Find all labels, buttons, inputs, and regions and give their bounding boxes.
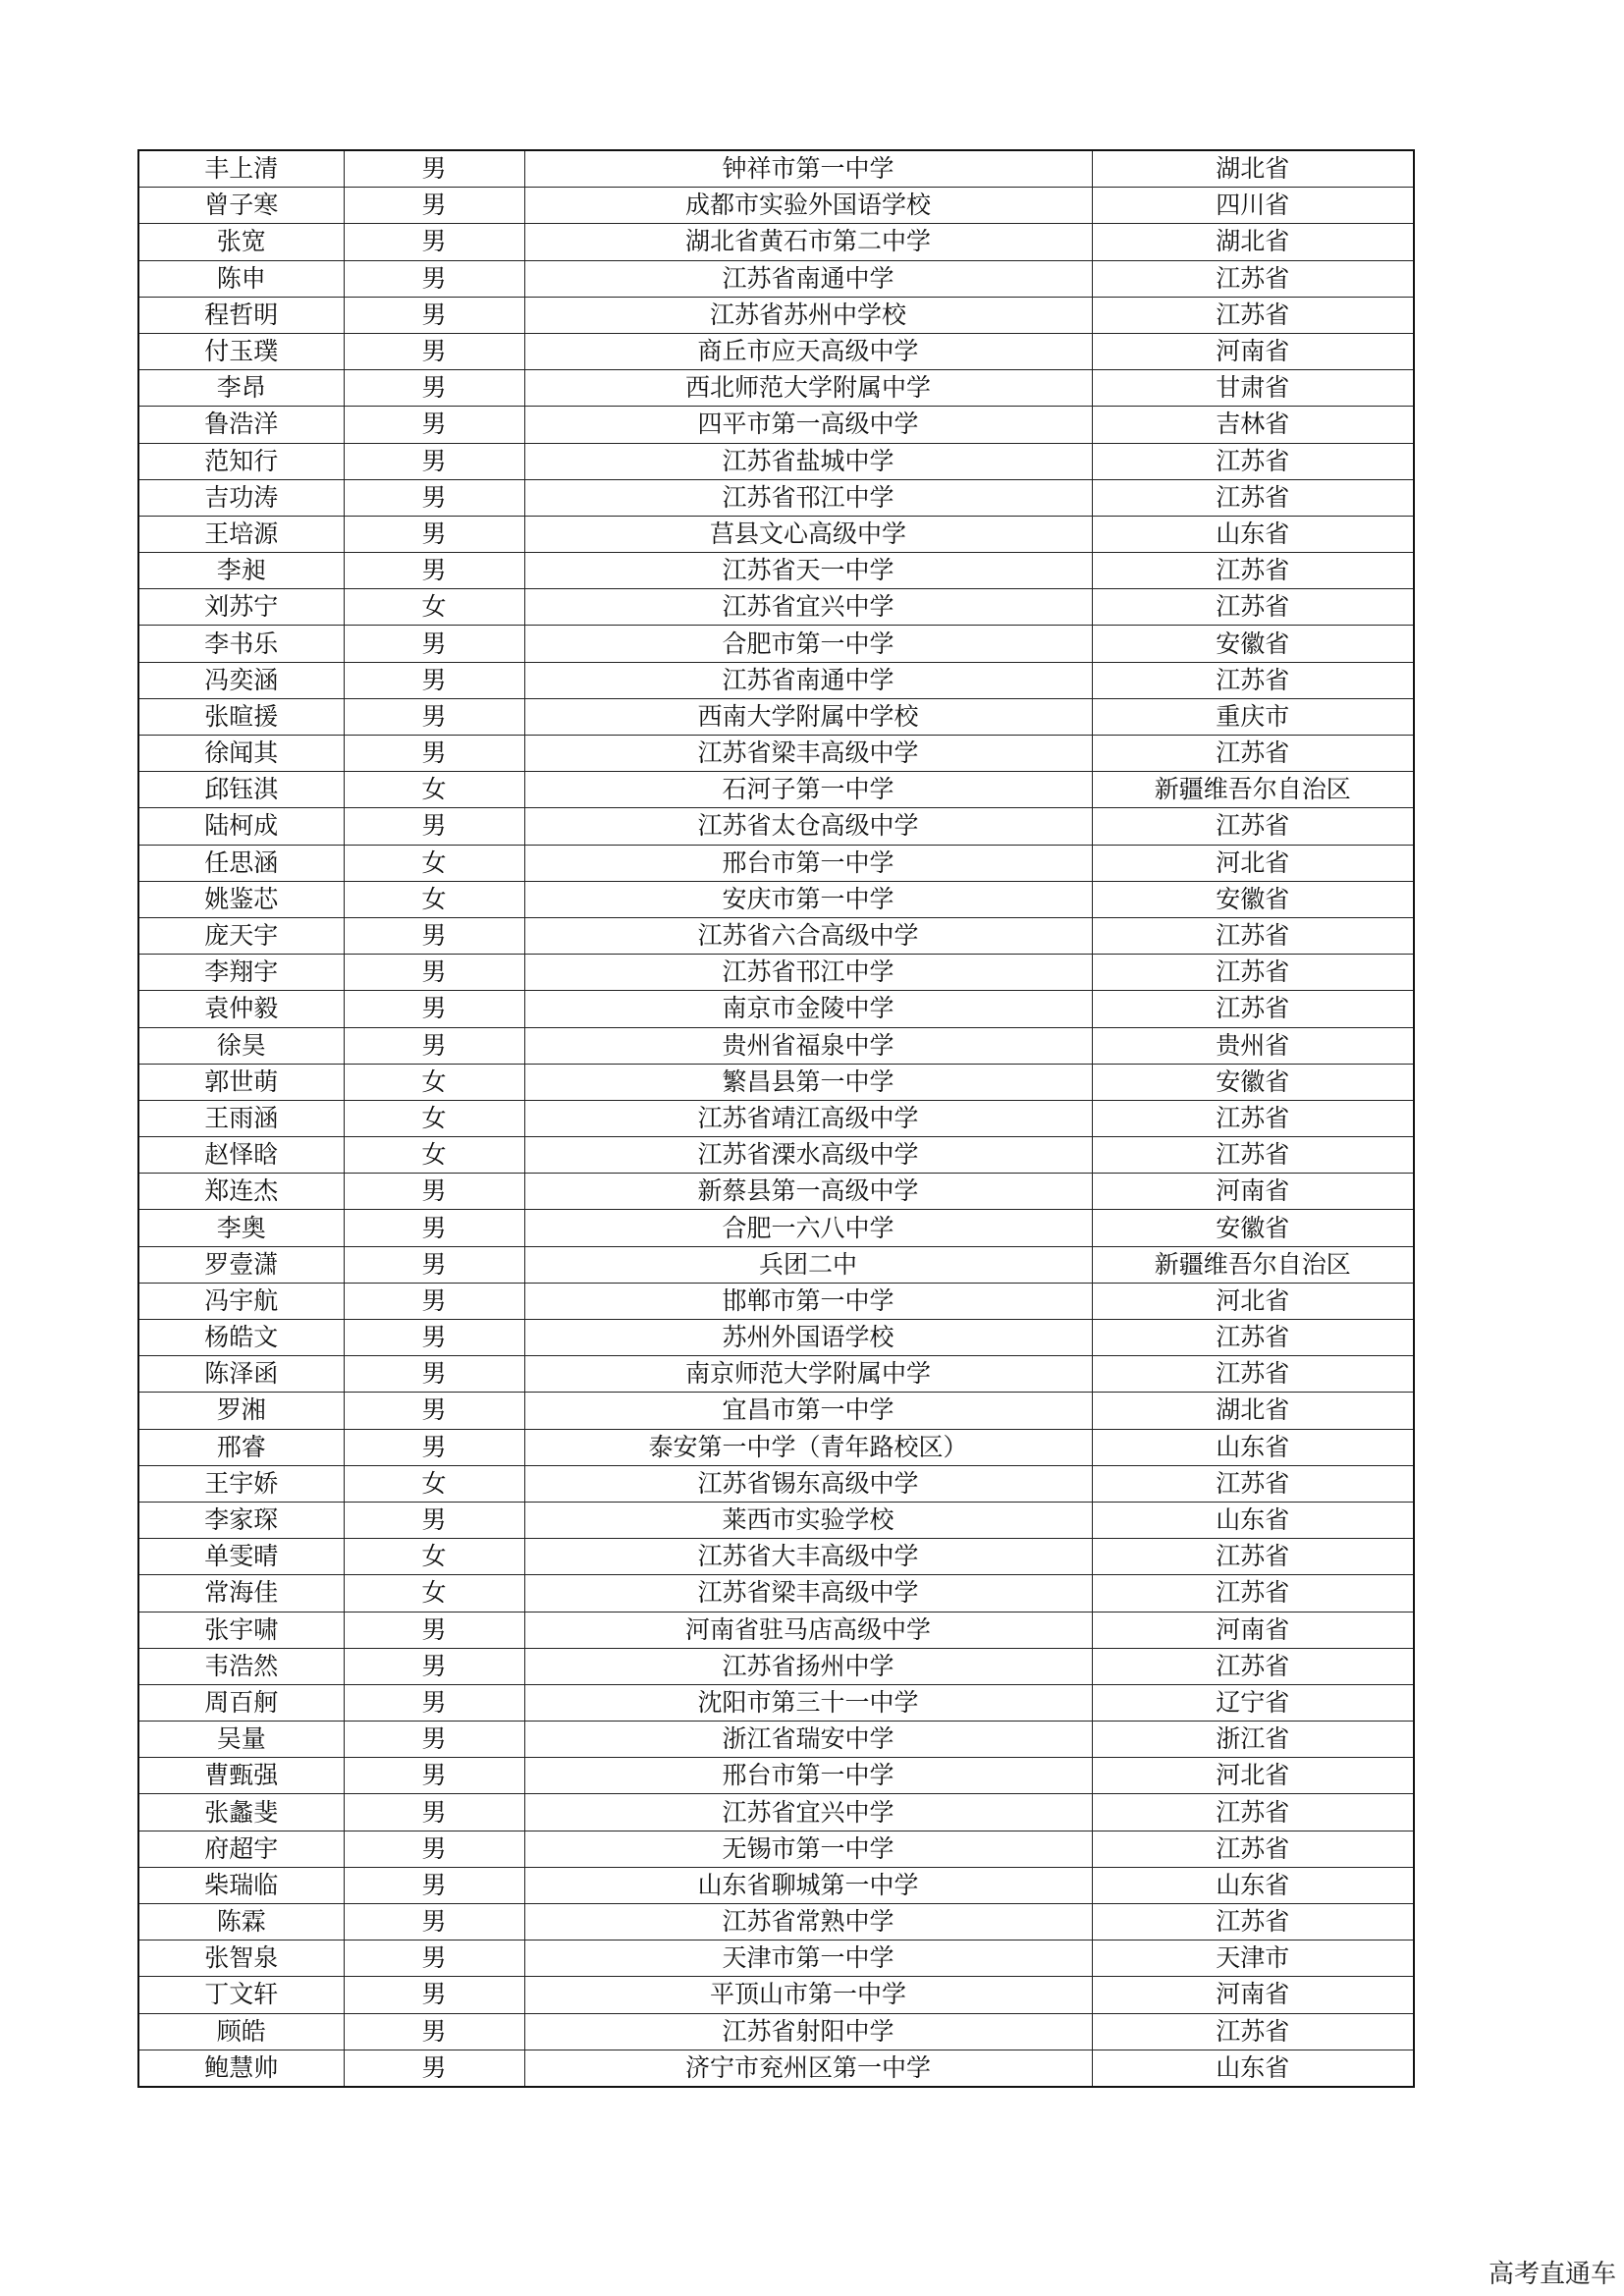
table-row: [138, 698, 1414, 735]
province-cell: 湖北省: [1092, 224, 1414, 260]
school-cell: 新蔡县第一高级中学: [524, 1174, 1092, 1210]
gender-cell: 男: [344, 1502, 524, 1538]
student-name-cell: 王雨涵: [138, 1100, 344, 1136]
table-row: [138, 1027, 1414, 1064]
province-cell: 江苏省: [1092, 297, 1414, 333]
province-cell: 安徽省: [1092, 626, 1414, 662]
table-row: [138, 150, 1414, 188]
school-cell: 安庆市第一中学: [524, 881, 1092, 917]
student-name-cell: 罗壹潇: [138, 1246, 344, 1283]
gender-cell: 男: [344, 479, 524, 516]
school-cell: 邢台市第一中学: [524, 845, 1092, 881]
gender-cell: 男: [344, 991, 524, 1027]
gender-cell: 女: [344, 845, 524, 881]
student-name-cell: 冯宇航: [138, 1283, 344, 1319]
province-cell: 江苏省: [1092, 1575, 1414, 1612]
province-cell: 山东省: [1092, 1502, 1414, 1538]
school-cell: 贵州省福泉中学: [524, 1027, 1092, 1064]
table-row: [138, 1174, 1414, 1210]
student-name-cell: 罗湘: [138, 1393, 344, 1429]
province-cell: 甘肃省: [1092, 370, 1414, 407]
province-cell: 江苏省: [1092, 479, 1414, 516]
school-cell: 南京师范大学附属中学: [524, 1356, 1092, 1393]
province-cell: 江苏省: [1092, 808, 1414, 845]
school-cell: 江苏省射阳中学: [524, 2013, 1092, 2050]
table-row: [138, 662, 1414, 698]
school-cell: 江苏省锡东高级中学: [524, 1465, 1092, 1502]
school-cell: 天津市第一中学: [524, 1941, 1092, 1977]
school-cell: 钟祥市第一中学: [524, 150, 1092, 188]
school-cell: 邢台市第一中学: [524, 1758, 1092, 1794]
table-row: [138, 516, 1414, 552]
gender-cell: 女: [344, 1137, 524, 1174]
gender-cell: 男: [344, 1027, 524, 1064]
gender-cell: 女: [344, 1539, 524, 1575]
gender-cell: 男: [344, 808, 524, 845]
gender-cell: 男: [344, 1612, 524, 1648]
gender-cell: 男: [344, 1283, 524, 1319]
province-cell: 江苏省: [1092, 736, 1414, 772]
table-row: [138, 736, 1414, 772]
school-cell: 江苏省邗江中学: [524, 955, 1092, 991]
table-row: [138, 2050, 1414, 2087]
student-name-cell: 丰上清: [138, 150, 344, 188]
province-cell: 天津市: [1092, 1941, 1414, 1977]
school-cell: 江苏省南通中学: [524, 662, 1092, 698]
school-cell: 江苏省梁丰高级中学: [524, 1575, 1092, 1612]
student-name-cell: 陈申: [138, 260, 344, 297]
gender-cell: 女: [344, 589, 524, 626]
student-name-cell: 鲍慧帅: [138, 2050, 344, 2087]
gender-cell: 男: [344, 2013, 524, 2050]
table-row: [138, 1465, 1414, 1502]
gender-cell: 男: [344, 1246, 524, 1283]
province-cell: 江苏省: [1092, 955, 1414, 991]
student-name-cell: 吉功涛: [138, 479, 344, 516]
student-name-cell: 府超宇: [138, 1831, 344, 1867]
gender-cell: 男: [344, 150, 524, 188]
student-name-cell: 李家琛: [138, 1502, 344, 1538]
table-row: [138, 1246, 1414, 1283]
province-cell: 河南省: [1092, 1612, 1414, 1648]
table-row: [138, 224, 1414, 260]
province-cell: 江苏省: [1092, 1465, 1414, 1502]
province-cell: 山东省: [1092, 1867, 1414, 1903]
student-name-cell: 付玉璞: [138, 333, 344, 369]
student-name-cell: 徐昊: [138, 1027, 344, 1064]
province-cell: 江苏省: [1092, 1539, 1414, 1575]
school-cell: 南京市金陵中学: [524, 991, 1092, 1027]
province-cell: 新疆维吾尔自治区: [1092, 1246, 1414, 1283]
student-name-cell: 徐闻其: [138, 736, 344, 772]
province-cell: 湖北省: [1092, 150, 1414, 188]
province-cell: 河南省: [1092, 1977, 1414, 2013]
table-row: [138, 1393, 1414, 1429]
province-cell: 江苏省: [1092, 553, 1414, 589]
gender-cell: 男: [344, 1684, 524, 1721]
student-name-cell: 杨皓文: [138, 1320, 344, 1356]
school-cell: 江苏省盐城中学: [524, 443, 1092, 479]
gender-cell: 男: [344, 260, 524, 297]
student-name-cell: 庞天宇: [138, 917, 344, 954]
province-cell: 山东省: [1092, 516, 1414, 552]
gender-cell: 男: [344, 516, 524, 552]
student-name-cell: 张蠡斐: [138, 1794, 344, 1831]
table-row: [138, 1722, 1414, 1758]
student-name-cell: 郑连杰: [138, 1174, 344, 1210]
gender-cell: 男: [344, 370, 524, 407]
table-row: [138, 1210, 1414, 1246]
province-cell: 山东省: [1092, 2050, 1414, 2087]
table-row: [138, 1831, 1414, 1867]
gender-cell: 男: [344, 1320, 524, 1356]
table-row: [138, 1941, 1414, 1977]
gender-cell: 男: [344, 1977, 524, 2013]
table-row: [138, 1539, 1414, 1575]
gender-cell: 男: [344, 1210, 524, 1246]
school-cell: 江苏省扬州中学: [524, 1648, 1092, 1684]
province-cell: 浙江省: [1092, 1722, 1414, 1758]
student-name-cell: 单雯晴: [138, 1539, 344, 1575]
table-row: [138, 881, 1414, 917]
province-cell: 江苏省: [1092, 2013, 1414, 2050]
school-cell: 江苏省靖江高级中学: [524, 1100, 1092, 1136]
student-name-cell: 李昶: [138, 553, 344, 589]
school-cell: 浙江省瑞安中学: [524, 1722, 1092, 1758]
table-row: [138, 1429, 1414, 1465]
province-cell: 安徽省: [1092, 1064, 1414, 1100]
province-cell: 江苏省: [1092, 917, 1414, 954]
table-row: [138, 1684, 1414, 1721]
province-cell: 重庆市: [1092, 698, 1414, 735]
school-cell: 四平市第一高级中学: [524, 407, 1092, 443]
school-cell: 石河子第一中学: [524, 772, 1092, 808]
table-row: [138, 1867, 1414, 1903]
school-cell: 江苏省常熟中学: [524, 1904, 1092, 1941]
student-name-cell: 张宇啸: [138, 1612, 344, 1648]
student-name-cell: 李奥: [138, 1210, 344, 1246]
table-row: [138, 1064, 1414, 1100]
school-cell: 宜昌市第一中学: [524, 1393, 1092, 1429]
table-row: [138, 297, 1414, 333]
school-cell: 江苏省梁丰高级中学: [524, 736, 1092, 772]
province-cell: 河南省: [1092, 333, 1414, 369]
gender-cell: 男: [344, 1393, 524, 1429]
student-name-cell: 陈霖: [138, 1904, 344, 1941]
table-row: [138, 260, 1414, 297]
table-row: [138, 1794, 1414, 1831]
student-name-cell: 刘苏宁: [138, 589, 344, 626]
table-row: [138, 1100, 1414, 1136]
gender-cell: 男: [344, 188, 524, 224]
school-cell: 邯郸市第一中学: [524, 1283, 1092, 1319]
table-row: [138, 1356, 1414, 1393]
gender-cell: 男: [344, 698, 524, 735]
school-cell: 苏州外国语学校: [524, 1320, 1092, 1356]
student-name-cell: 李书乐: [138, 626, 344, 662]
school-cell: 江苏省邗江中学: [524, 479, 1092, 516]
student-name-cell: 常海佳: [138, 1575, 344, 1612]
school-cell: 合肥市第一中学: [524, 626, 1092, 662]
school-cell: 西南大学附属中学校: [524, 698, 1092, 735]
school-cell: 江苏省宜兴中学: [524, 1794, 1092, 1831]
province-cell: 江苏省: [1092, 1831, 1414, 1867]
table-row: [138, 1283, 1414, 1319]
gender-cell: 男: [344, 1758, 524, 1794]
gender-cell: 女: [344, 1100, 524, 1136]
table-row: [138, 589, 1414, 626]
gender-cell: 男: [344, 662, 524, 698]
student-name-cell: 邢睿: [138, 1429, 344, 1465]
school-cell: 江苏省溧水高级中学: [524, 1137, 1092, 1174]
gender-cell: 男: [344, 224, 524, 260]
table-row: [138, 1977, 1414, 2013]
school-cell: 江苏省大丰高级中学: [524, 1539, 1092, 1575]
student-name-cell: 周百舸: [138, 1684, 344, 1721]
province-cell: 辽宁省: [1092, 1684, 1414, 1721]
table-row: [138, 917, 1414, 954]
student-roster-table: [137, 149, 1415, 2088]
province-cell: 江苏省: [1092, 662, 1414, 698]
table-row: [138, 991, 1414, 1027]
student-name-cell: 张暄援: [138, 698, 344, 735]
student-name-cell: 张宽: [138, 224, 344, 260]
school-cell: 江苏省宜兴中学: [524, 589, 1092, 626]
school-cell: 莒县文心高级中学: [524, 516, 1092, 552]
gender-cell: 男: [344, 626, 524, 662]
gender-cell: 男: [344, 2050, 524, 2087]
school-cell: 江苏省苏州中学校: [524, 297, 1092, 333]
school-cell: 江苏省天一中学: [524, 553, 1092, 589]
gender-cell: 男: [344, 333, 524, 369]
student-name-cell: 吴量: [138, 1722, 344, 1758]
gender-cell: 女: [344, 1465, 524, 1502]
student-name-cell: 郭世萌: [138, 1064, 344, 1100]
roster-body: [138, 150, 1414, 2087]
province-cell: 河北省: [1092, 1758, 1414, 1794]
table-row: [138, 1904, 1414, 1941]
province-cell: 四川省: [1092, 188, 1414, 224]
gender-cell: 男: [344, 1722, 524, 1758]
gender-cell: 男: [344, 1941, 524, 1977]
school-cell: 江苏省六合高级中学: [524, 917, 1092, 954]
table-row: [138, 188, 1414, 224]
province-cell: 安徽省: [1092, 881, 1414, 917]
student-name-cell: 程哲明: [138, 297, 344, 333]
table-row: [138, 1320, 1414, 1356]
province-cell: 江苏省: [1092, 1794, 1414, 1831]
student-name-cell: 陆柯成: [138, 808, 344, 845]
table-row: [138, 333, 1414, 369]
table-row: [138, 808, 1414, 845]
gender-cell: 男: [344, 1356, 524, 1393]
table-row: [138, 1758, 1414, 1794]
table-row: [138, 772, 1414, 808]
table-row: [138, 370, 1414, 407]
table-row: [138, 1502, 1414, 1538]
student-name-cell: 曹甄强: [138, 1758, 344, 1794]
gender-cell: 男: [344, 297, 524, 333]
province-cell: 河北省: [1092, 845, 1414, 881]
student-name-cell: 李昂: [138, 370, 344, 407]
gender-cell: 女: [344, 772, 524, 808]
student-name-cell: 韦浩然: [138, 1648, 344, 1684]
gender-cell: 男: [344, 1867, 524, 1903]
province-cell: 江苏省: [1092, 991, 1414, 1027]
student-name-cell: 顾皓: [138, 2013, 344, 2050]
gender-cell: 女: [344, 1575, 524, 1612]
school-cell: 沈阳市第三十一中学: [524, 1684, 1092, 1721]
province-cell: 贵州省: [1092, 1027, 1414, 1064]
province-cell: 新疆维吾尔自治区: [1092, 772, 1414, 808]
province-cell: 山东省: [1092, 1429, 1414, 1465]
province-cell: 江苏省: [1092, 1904, 1414, 1941]
gender-cell: 男: [344, 553, 524, 589]
student-name-cell: 王宇娇: [138, 1465, 344, 1502]
school-cell: 平顶山市第一中学: [524, 1977, 1092, 2013]
province-cell: 河南省: [1092, 1174, 1414, 1210]
province-cell: 河北省: [1092, 1283, 1414, 1319]
student-name-cell: 赵怿晗: [138, 1137, 344, 1174]
school-cell: 济宁市兖州区第一中学: [524, 2050, 1092, 2087]
gender-cell: 男: [344, 443, 524, 479]
table-row: [138, 479, 1414, 516]
watermark-text: 高考直通车: [1488, 2260, 1616, 2289]
gender-cell: 男: [344, 1648, 524, 1684]
student-name-cell: 曾子寒: [138, 188, 344, 224]
table-row: [138, 2013, 1414, 2050]
table-row: [138, 407, 1414, 443]
student-name-cell: 陈泽函: [138, 1356, 344, 1393]
school-cell: 湖北省黄石市第二中学: [524, 224, 1092, 260]
gender-cell: 男: [344, 1429, 524, 1465]
school-cell: 合肥一六八中学: [524, 1210, 1092, 1246]
school-cell: 繁昌县第一中学: [524, 1064, 1092, 1100]
school-cell: 西北师范大学附属中学: [524, 370, 1092, 407]
school-cell: 江苏省太仓高级中学: [524, 808, 1092, 845]
school-cell: 兵团二中: [524, 1246, 1092, 1283]
table-row: [138, 1137, 1414, 1174]
table-row: [138, 1648, 1414, 1684]
province-cell: 江苏省: [1092, 1356, 1414, 1393]
table-row: [138, 845, 1414, 881]
gender-cell: 男: [344, 1794, 524, 1831]
gender-cell: 男: [344, 1831, 524, 1867]
table-row: [138, 443, 1414, 479]
province-cell: 江苏省: [1092, 589, 1414, 626]
student-name-cell: 丁文轩: [138, 1977, 344, 2013]
school-cell: 无锡市第一中学: [524, 1831, 1092, 1867]
student-name-cell: 范知行: [138, 443, 344, 479]
table-row: [138, 626, 1414, 662]
province-cell: 江苏省: [1092, 443, 1414, 479]
student-name-cell: 李翔宇: [138, 955, 344, 991]
gender-cell: 女: [344, 1064, 524, 1100]
gender-cell: 男: [344, 407, 524, 443]
student-name-cell: 王培源: [138, 516, 344, 552]
school-cell: 江苏省南通中学: [524, 260, 1092, 297]
student-name-cell: 袁仲毅: [138, 991, 344, 1027]
school-cell: 泰安第一中学（青年路校区）: [524, 1429, 1092, 1465]
school-cell: 商丘市应天高级中学: [524, 333, 1092, 369]
table-row: [138, 553, 1414, 589]
student-name-cell: 张智泉: [138, 1941, 344, 1977]
gender-cell: 男: [344, 955, 524, 991]
province-cell: 江苏省: [1092, 1100, 1414, 1136]
province-cell: 江苏省: [1092, 1137, 1414, 1174]
table-row: [138, 1612, 1414, 1648]
gender-cell: 男: [344, 1174, 524, 1210]
gender-cell: 男: [344, 736, 524, 772]
province-cell: 安徽省: [1092, 1210, 1414, 1246]
gender-cell: 男: [344, 917, 524, 954]
school-cell: 山东省聊城第一中学: [524, 1867, 1092, 1903]
student-name-cell: 任思涵: [138, 845, 344, 881]
school-cell: 成都市实验外国语学校: [524, 188, 1092, 224]
school-cell: 莱西市实验学校: [524, 1502, 1092, 1538]
student-name-cell: 冯奕涵: [138, 662, 344, 698]
province-cell: 吉林省: [1092, 407, 1414, 443]
province-cell: 江苏省: [1092, 1320, 1414, 1356]
gender-cell: 男: [344, 1904, 524, 1941]
student-name-cell: 柴瑞临: [138, 1867, 344, 1903]
table-row: [138, 955, 1414, 991]
student-name-cell: 邱钰淇: [138, 772, 344, 808]
student-name-cell: 姚鉴芯: [138, 881, 344, 917]
gender-cell: 女: [344, 881, 524, 917]
table-row: [138, 1575, 1414, 1612]
province-cell: 湖北省: [1092, 1393, 1414, 1429]
student-name-cell: 鲁浩洋: [138, 407, 344, 443]
province-cell: 江苏省: [1092, 1648, 1414, 1684]
province-cell: 江苏省: [1092, 260, 1414, 297]
school-cell: 河南省驻马店高级中学: [524, 1612, 1092, 1648]
